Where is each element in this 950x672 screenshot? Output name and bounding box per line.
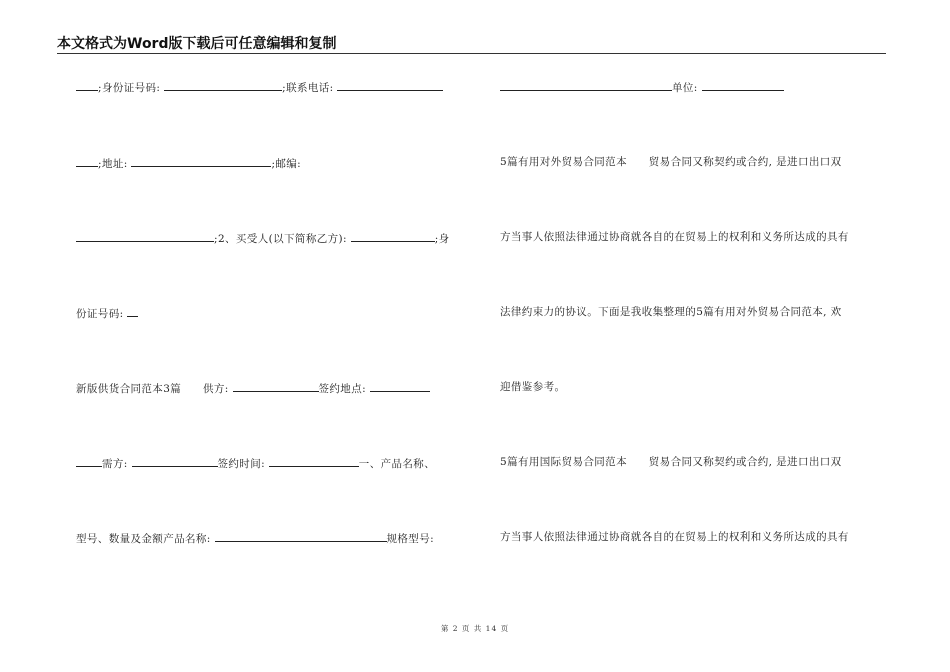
right-line-3: 方当事人依照法律通过协商就各自的在贸易上的权利和义务所达成的具有 [500, 231, 849, 243]
left-line-2 [76, 155, 301, 171]
postcode-label: ;邮编: [271, 158, 302, 170]
contract-title: 新版供货合同范本3篇 [76, 383, 182, 395]
left-line-5 [76, 380, 430, 396]
left-line-3 [76, 230, 450, 246]
id-number-label: 份证号码: [76, 308, 124, 320]
phone-label: ;联系电话: [282, 82, 334, 94]
supplier-label: 供方: [203, 383, 229, 395]
blank-field[interactable] [76, 79, 98, 91]
spec-model-label: 规格型号: [386, 533, 435, 545]
id-number-field[interactable] [127, 305, 138, 317]
id-number-field[interactable] [164, 79, 282, 91]
supplier-field[interactable] [233, 380, 319, 392]
id-number-label: ;身份证号码: [98, 82, 161, 94]
blank-field[interactable] [500, 79, 672, 91]
right-line-1 [500, 79, 784, 95]
left-line-7 [76, 530, 434, 546]
unit-field[interactable] [702, 79, 784, 91]
page-number: 第 2 页 共 14 页 [440, 624, 510, 633]
signing-time-field[interactable] [269, 455, 359, 467]
blank-field[interactable] [76, 155, 98, 167]
buyer-id-prefix: ;身 [434, 233, 450, 245]
product-name-field[interactable] [215, 530, 387, 542]
buyer-party-field[interactable] [132, 455, 218, 467]
right-line-2: 5篇有用对外贸易合同范本 贸易合同又称契约或合约, 是进口出口双 [500, 156, 842, 168]
left-line-1 [76, 79, 443, 95]
unit-label: 单位: [672, 82, 698, 94]
blank-field[interactable] [76, 455, 102, 467]
product-name-heading: 一、产品名称、 [358, 458, 436, 470]
address-field[interactable] [131, 155, 271, 167]
right-line-5: 迎借鉴参考。 [500, 381, 566, 393]
signing-place-label: 签约地点: [318, 383, 367, 395]
signing-place-field[interactable] [370, 380, 430, 392]
blank-field[interactable] [76, 230, 214, 242]
header-title: 本文格式为Word版下载后可任意编辑和复制 [57, 36, 337, 52]
buyer-party-label: 需方: [102, 458, 128, 470]
signing-time-label: 签约时间: [217, 458, 266, 470]
right-line-7: 方当事人依照法律通过协商就各自的在贸易上的权利和义务所达成的具有 [500, 531, 849, 543]
right-line-4: 法律约束力的协议。下面是我收集整理的5篇有用对外贸易合同范本, 欢 [500, 306, 842, 318]
header-divider [57, 53, 886, 54]
product-name-label: 型号、数量及金额产品名称: [76, 533, 211, 545]
buyer-field[interactable] [351, 230, 435, 242]
phone-field[interactable] [337, 79, 443, 91]
left-line-6 [76, 455, 435, 471]
left-line-4 [76, 305, 138, 321]
address-label: ;地址: [98, 158, 128, 170]
right-line-6: 5篇有用国际贸易合同范本 贸易合同又称契约或合约, 是进口出口双 [500, 456, 842, 468]
buyer-label: ;2、买受人(以下简称乙方): [214, 233, 347, 245]
